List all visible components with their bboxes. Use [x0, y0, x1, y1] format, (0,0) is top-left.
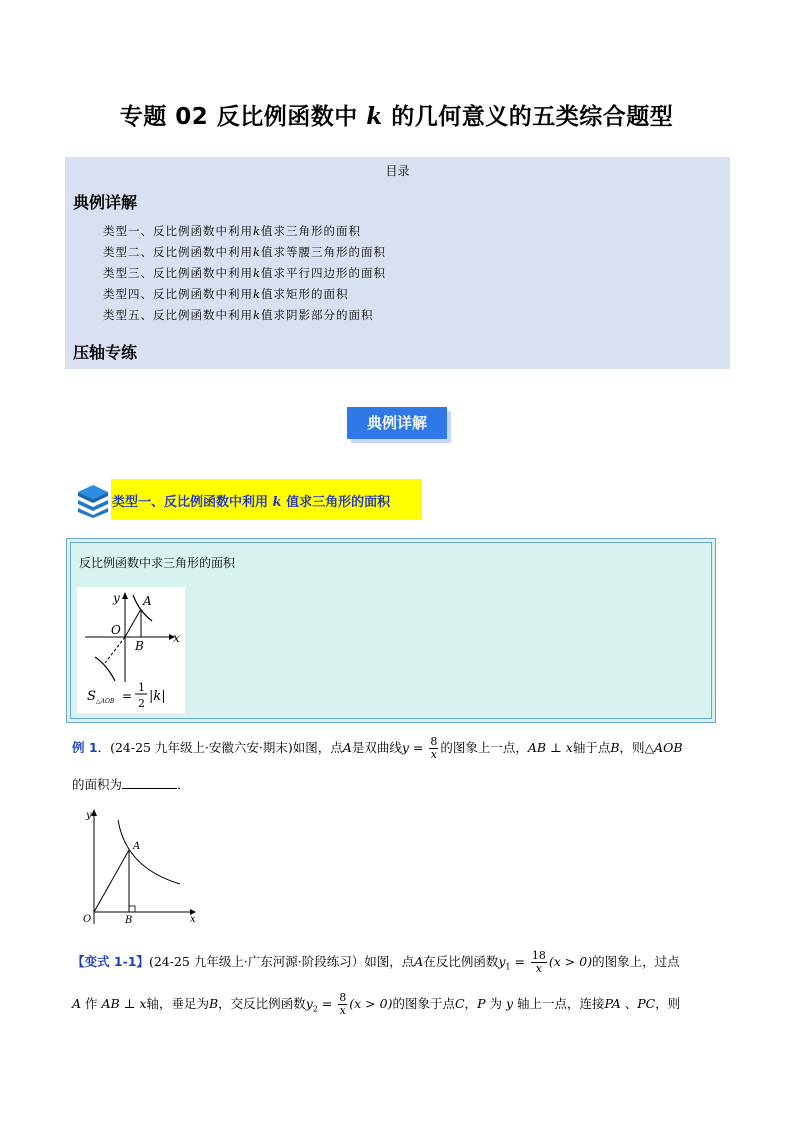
toc-item-type3[interactable]: 类型三、反比例函数中利用k值求平行四边形的面积 — [103, 266, 386, 280]
example1-label: 例 1 — [72, 740, 98, 755]
title-k: k — [366, 103, 383, 130]
page-title — [0, 98, 793, 131]
example1-line1: 例 1．(24-25 九年级上·安徽六安·期末)如图，点A是双曲线y = $\frac{8}{x}$ 的图象上一点，AB ⊥ x轴于点B，则△AOB — [72, 735, 683, 761]
example1-line2: 的面积为 ． — [72, 777, 190, 792]
variant1-fraction1: $\frac{18}{x}$ — [531, 949, 546, 975]
title-suffix: 的几何意义的五类综合题型 — [382, 104, 674, 130]
toc-item-type1[interactable]: 类型一、反比例函数中利用k值求三角形的面积 — [103, 224, 361, 238]
toc-section-examples[interactable]: 典例详解 — [73, 193, 138, 212]
fig-label-a: A — [143, 594, 152, 608]
formula-box-inner — [70, 542, 712, 719]
example1-figure — [74, 806, 204, 926]
hyperbola-triangle-diagram — [77, 587, 185, 713]
toc-heading: 目录 — [385, 164, 410, 178]
table-of-contents — [65, 157, 730, 369]
ex1-fig-o: O — [83, 914, 92, 925]
fig-formula-sub: △AOB — [96, 698, 115, 705]
toc-item-type4[interactable]: 类型四、反比例函数中利用k值求矩形的面积 — [103, 287, 349, 301]
title-prefix: 专题 02 反比例函数中 — [119, 104, 367, 130]
fig-formula-eq: = — [122, 689, 133, 703]
fig-label-y: y — [113, 591, 120, 605]
variant1-label: 【变式 1-1】 — [72, 954, 149, 969]
ex1-fig-b: B — [125, 915, 133, 926]
variant1-line1: 【变式 1-1】(24-25 九年级上·广东河源·阶段练习）如图，点A在反比例函数$y_1$ = $\frac{18}{x}$ (x > 0)的图象上，过点 — [72, 949, 680, 975]
answer-blank[interactable] — [122, 788, 177, 789]
formula-figure — [77, 587, 185, 713]
fig-label-o: O — [111, 623, 121, 637]
variant1-fraction2: $\frac{8}{x}$ — [339, 991, 347, 1017]
fig-label-b: B — [135, 639, 144, 653]
formula-box — [66, 538, 716, 723]
fig-formula-num: 1 — [138, 681, 145, 694]
fig-label-x: x — [173, 631, 180, 645]
fig-formula-absk: |k| — [149, 689, 166, 704]
toc-item-type2[interactable]: 类型二、反比例函数中利用k值求等腰三角形的面积 — [103, 245, 386, 259]
example1-fraction: $\frac{8}{x}$ — [430, 735, 438, 761]
books-icon — [75, 482, 111, 518]
fig-formula-s: S — [87, 689, 96, 704]
toc-section-practice[interactable]: 压轴专练 — [73, 343, 138, 362]
ex1-fig-a: A — [133, 841, 141, 852]
fig-formula-den: 2 — [138, 697, 145, 710]
formula-box-label: 反比例函数中求三角形的面积 — [79, 556, 236, 570]
variant1-line2: A 作 AB ⊥ x轴，垂足为B，交反比例函数$y_2$ = $\frac{8}{x}$ (x > 0)的图象于点C，P 为 y 轴上一点，连接PA 、PC，则 — [72, 991, 681, 1017]
section-badge: 典例详解 — [347, 407, 447, 439]
ex1-fig-y: y — [86, 810, 92, 821]
type1-heading: 类型一、反比例函数中利用 k 值求三角形的面积 — [112, 495, 391, 510]
toc-item-type5[interactable]: 类型五、反比例函数中利用k值求阴影部分的面积 — [103, 308, 374, 322]
ex1-fig-x: x — [190, 914, 196, 925]
